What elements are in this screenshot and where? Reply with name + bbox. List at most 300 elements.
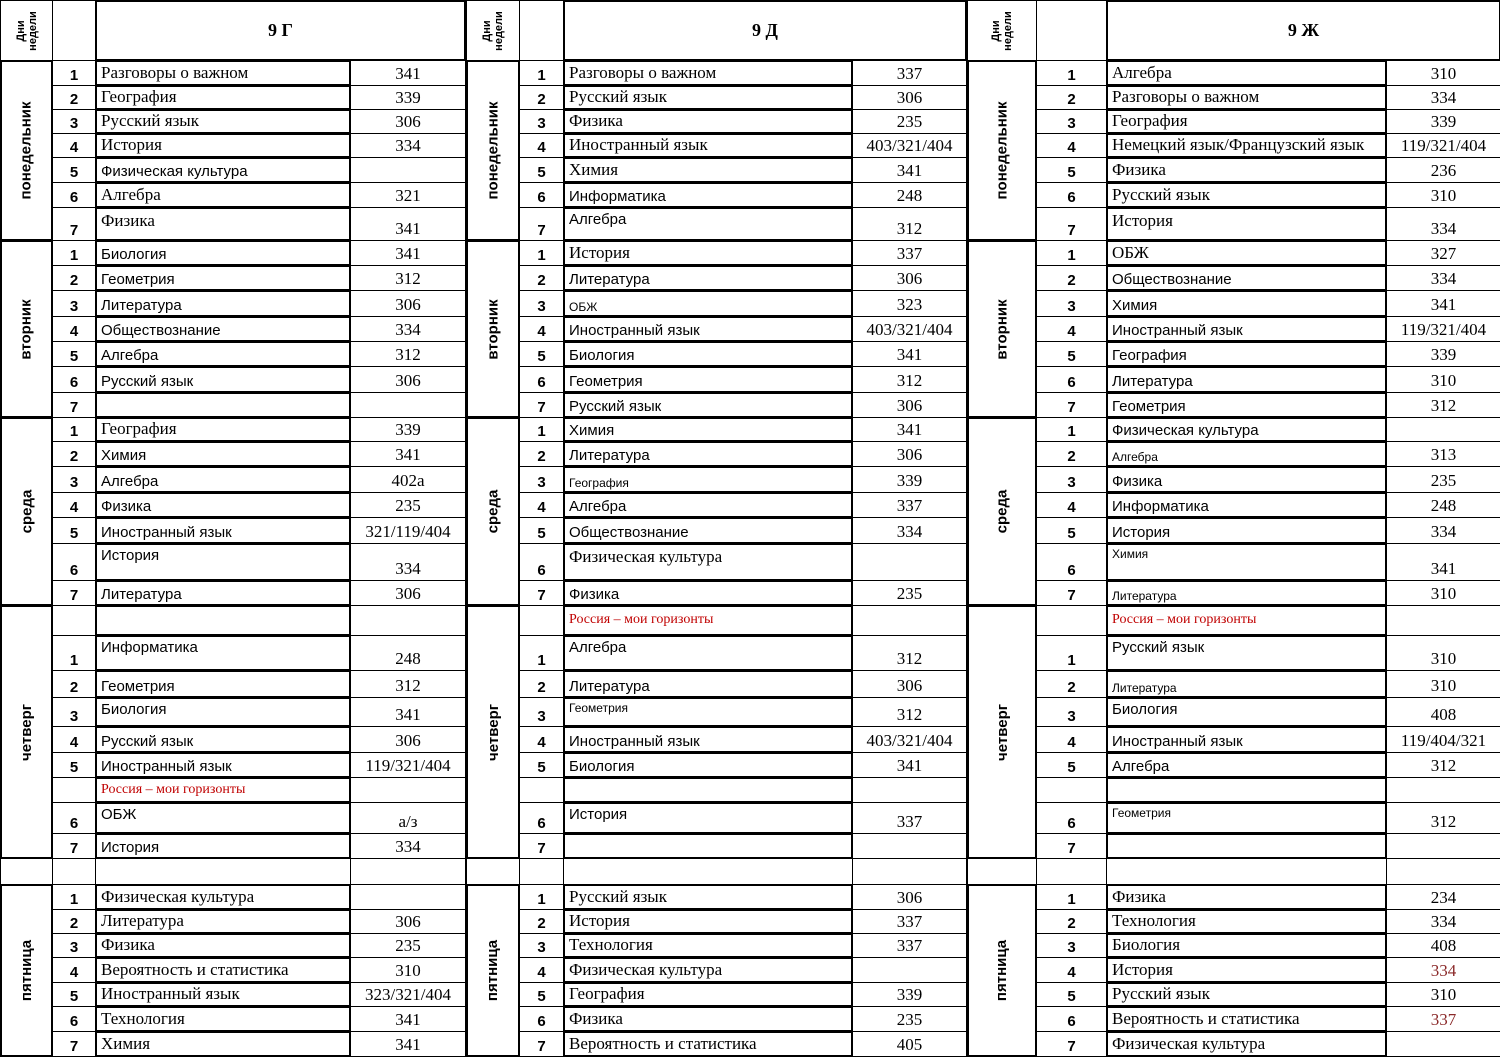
subject-cell	[1106, 492, 1387, 518]
lesson-number-cell	[519, 417, 564, 442]
subject-name: Русский язык	[1112, 984, 1210, 1003]
room-cell	[852, 207, 967, 241]
subject-cell	[563, 543, 853, 581]
room-cell	[852, 802, 967, 834]
room-cell	[852, 543, 967, 581]
days-column-header	[466, 0, 520, 61]
room-number: 235	[896, 584, 923, 603]
spacer-cell	[95, 858, 351, 885]
subject-name: Литература	[569, 678, 650, 695]
subject-name: Химия	[1112, 297, 1158, 314]
subject-cell	[95, 392, 351, 418]
subject-cell	[95, 417, 351, 442]
lesson-number-cell	[52, 85, 96, 110]
lesson-number-cell	[519, 466, 564, 493]
subject-cell	[1106, 777, 1387, 803]
lesson-number: 4	[1067, 323, 1076, 340]
room-cell	[1386, 517, 1500, 544]
room-cell	[350, 802, 466, 834]
subject-cell	[95, 909, 351, 934]
lesson-number: 4	[69, 734, 79, 751]
subject-cell	[95, 802, 351, 834]
lesson-number: 5	[537, 164, 546, 181]
subject-cell	[1106, 752, 1387, 778]
subject-name: Алгебра	[569, 498, 627, 515]
room-number: 235	[395, 936, 421, 955]
subject-cell	[563, 466, 853, 493]
lesson-number: 7	[69, 222, 79, 239]
number-column-header	[519, 0, 564, 61]
lesson-number: 4	[69, 964, 79, 981]
day-label-cell	[0, 417, 53, 606]
days-header-label: Дни недели	[14, 10, 39, 51]
lesson-number-cell	[519, 802, 564, 834]
lesson-number: 5	[69, 759, 79, 776]
number-column-header	[1036, 0, 1107, 61]
lesson-number: 2	[1067, 915, 1076, 932]
room-cell	[1386, 1006, 1500, 1032]
lesson-number-cell	[1036, 670, 1107, 698]
day-label-cell	[466, 884, 520, 1057]
subject-name: Обществознание	[101, 322, 221, 339]
lesson-number: 3	[537, 115, 546, 132]
lesson-number-cell	[52, 884, 96, 910]
subject-name: Алгебра	[101, 185, 161, 204]
day-name: пятница	[993, 939, 1011, 1002]
lesson-number-cell	[1036, 982, 1107, 1007]
lesson-number-cell	[52, 670, 96, 698]
number-column-header	[52, 0, 96, 61]
room-cell	[350, 605, 466, 636]
subject-name: Иностранный язык	[101, 984, 240, 1003]
lesson-number-cell	[1036, 909, 1107, 934]
room-cell	[852, 697, 967, 727]
subject-cell	[563, 884, 853, 910]
lesson-number-cell	[519, 207, 564, 241]
lesson-number-cell	[1036, 1031, 1107, 1057]
lesson-number-cell	[1036, 517, 1107, 544]
lesson-number: 6	[537, 1013, 546, 1030]
room-cell	[852, 670, 967, 698]
lesson-number: 2	[537, 679, 546, 696]
lesson-number-cell	[52, 933, 96, 958]
subject-cell	[95, 492, 351, 518]
lesson-number: 1	[537, 247, 546, 264]
lesson-number: 2	[1067, 91, 1076, 108]
lesson-number: 2	[1067, 679, 1076, 696]
subject-name: География	[569, 984, 645, 1003]
subject-name: Русский язык	[1112, 639, 1205, 656]
subject-name: Иностранный язык	[101, 758, 232, 775]
subject-cell	[95, 60, 351, 86]
subject-cell	[563, 492, 853, 518]
lesson-number: 7	[69, 399, 79, 416]
lesson-number-cell	[519, 182, 564, 208]
subject-cell	[563, 265, 853, 291]
subject-cell	[563, 752, 853, 778]
spacer-cell	[1386, 858, 1500, 885]
room-cell	[852, 752, 967, 778]
subject-cell	[1106, 802, 1387, 834]
room-number: 312	[395, 345, 421, 364]
lesson-number-cell	[52, 133, 96, 158]
day-label-cell	[967, 884, 1037, 1057]
subject-cell	[563, 392, 853, 418]
room-cell	[1386, 182, 1500, 208]
subject-name: Геометрия	[569, 373, 643, 390]
room-cell	[350, 157, 466, 183]
room-number: 306	[395, 912, 421, 931]
room-number: 334	[1430, 219, 1457, 238]
subject-cell	[1106, 441, 1387, 467]
room-cell	[1386, 833, 1500, 859]
room-number: 248	[395, 649, 421, 668]
room-number: 235	[395, 496, 421, 515]
room-number: 321	[395, 186, 421, 205]
room-cell	[350, 1006, 466, 1032]
lesson-number: 2	[537, 448, 546, 465]
lesson-number-cell	[52, 580, 96, 606]
room-cell	[1386, 933, 1500, 958]
lesson-number-cell	[519, 290, 564, 317]
lesson-number: 3	[537, 298, 546, 315]
lesson-number-cell	[519, 492, 564, 518]
room-cell	[852, 240, 967, 266]
room-cell	[852, 417, 967, 442]
subject-name: Литература	[101, 297, 182, 314]
room-number: 405	[896, 1035, 923, 1054]
subject-name: История	[569, 911, 630, 930]
subject-name: ОБЖ	[1112, 243, 1149, 262]
subject-name: История	[569, 243, 630, 262]
lesson-number: 2	[537, 91, 546, 108]
room-number: 321/119/404	[365, 522, 451, 541]
days-header-label: Дни недели	[990, 10, 1014, 51]
lesson-number-cell	[52, 726, 96, 753]
room-number: 312	[896, 705, 923, 724]
subject-name: Геометрия	[1112, 806, 1171, 820]
lesson-number-cell	[52, 441, 96, 467]
room-cell	[852, 833, 967, 859]
day-label-cell	[466, 605, 520, 859]
room-cell	[852, 1006, 967, 1032]
subject-name: Вероятность и статистика	[101, 960, 289, 979]
room-cell	[1386, 466, 1500, 493]
subject-cell	[1106, 1031, 1387, 1057]
room-cell	[1386, 802, 1500, 834]
room-number: 119/404/321	[1400, 731, 1487, 750]
room-cell	[1386, 605, 1500, 636]
subject-cell	[95, 543, 351, 581]
spacer-cell	[852, 858, 967, 885]
subject-name: География	[1112, 111, 1188, 130]
day-label-cell	[466, 60, 520, 241]
lesson-number: 3	[537, 474, 546, 491]
room-number: а/з	[398, 812, 418, 831]
day-label-cell	[967, 417, 1037, 606]
subject-name: Обществознание	[569, 524, 689, 541]
lesson-number-cell	[52, 392, 96, 418]
room-number: 234	[1430, 888, 1457, 907]
lesson-number-cell	[52, 207, 96, 241]
subject-name: Вероятность и статистика	[569, 1034, 757, 1053]
subject-cell	[1106, 157, 1387, 183]
subject-name: Алгебра	[569, 211, 627, 228]
lesson-number: 3	[537, 708, 546, 725]
room-cell	[852, 580, 967, 606]
room-cell	[350, 290, 466, 317]
subject-name: Технология	[101, 1009, 185, 1028]
room-number: 312	[896, 649, 923, 668]
day-name: вторник	[18, 298, 36, 360]
lesson-number: 5	[69, 164, 79, 181]
lesson-number-cell	[52, 833, 96, 859]
room-cell	[350, 957, 466, 983]
room-number: 341	[896, 161, 923, 180]
subject-name: Информатика	[569, 188, 666, 205]
lesson-number-cell	[519, 60, 564, 86]
room-number: 402а	[391, 471, 425, 490]
subject-name: Немецкий язык/Французский язык	[1112, 135, 1365, 154]
day-name: четверг	[993, 703, 1011, 761]
subject-name: Биология	[569, 347, 635, 364]
subject-name: История	[101, 839, 160, 856]
lesson-number: 5	[537, 988, 546, 1005]
room-number: 334	[1430, 269, 1457, 288]
lesson-number-cell	[519, 240, 564, 266]
subject-name: История	[569, 806, 628, 823]
lesson-number: 1	[1067, 652, 1076, 669]
lesson-number: 5	[1067, 988, 1076, 1005]
subject-cell	[563, 909, 853, 934]
lesson-number-cell	[519, 392, 564, 418]
room-cell	[350, 366, 466, 393]
room-cell	[350, 85, 466, 110]
subject-name: История	[101, 547, 160, 564]
room-cell	[350, 777, 466, 803]
room-number: 248	[896, 186, 923, 205]
subject-name: Физика	[569, 1009, 623, 1028]
room-number: 339	[1430, 112, 1457, 131]
room-cell	[350, 60, 466, 86]
lesson-number-cell	[1036, 933, 1107, 958]
lesson-number: 1	[69, 652, 79, 669]
day-name: вторник	[993, 298, 1011, 360]
lesson-number-cell	[1036, 207, 1107, 241]
subject-cell	[563, 802, 853, 834]
subject-cell	[95, 290, 351, 317]
subject-name: Физика	[1112, 473, 1163, 490]
lesson-number-cell	[1036, 777, 1107, 803]
lesson-number-cell	[519, 366, 564, 393]
lesson-number-cell	[1036, 580, 1107, 606]
subject-name: Физика	[569, 586, 620, 603]
room-number: 341	[395, 705, 421, 724]
room-cell	[852, 60, 967, 86]
day-label-cell	[0, 884, 53, 1057]
room-cell	[852, 182, 967, 208]
lesson-number: 3	[1067, 474, 1076, 491]
room-number: 339	[395, 88, 421, 107]
subject-cell	[95, 240, 351, 266]
subject-cell	[563, 441, 853, 467]
room-cell	[852, 133, 967, 158]
room-cell	[350, 1031, 466, 1057]
room-number: 306	[395, 295, 421, 314]
subject-cell	[563, 933, 853, 958]
lesson-number-cell	[519, 777, 564, 803]
lesson-number: 2	[1067, 272, 1076, 289]
lesson-number: 2	[69, 679, 79, 696]
room-number: 119/321/404	[1400, 136, 1487, 155]
lesson-number-cell	[1036, 802, 1107, 834]
subject-name: Литература	[101, 586, 182, 603]
room-number: 341	[896, 345, 923, 364]
subject-cell	[1106, 884, 1387, 910]
subject-cell	[95, 605, 351, 636]
subject-cell	[95, 933, 351, 958]
room-cell	[350, 441, 466, 467]
lesson-number: 2	[69, 448, 79, 465]
room-number: 337	[896, 496, 923, 515]
lesson-number-cell	[1036, 884, 1107, 910]
lesson-number-cell	[519, 580, 564, 606]
lesson-number-cell	[52, 290, 96, 317]
room-number: 334	[395, 136, 421, 155]
subject-name: Русский язык	[569, 87, 667, 106]
subject-cell	[563, 207, 853, 241]
lesson-number-cell	[519, 316, 564, 342]
subject-name: Русский язык	[569, 887, 667, 906]
lesson-number: 7	[1067, 840, 1076, 857]
class-header	[1106, 0, 1500, 61]
subject-cell	[95, 697, 351, 727]
lesson-number-cell	[519, 441, 564, 467]
subject-cell	[1106, 466, 1387, 493]
subject-cell	[1106, 290, 1387, 317]
room-cell	[1386, 726, 1500, 753]
lesson-number: 4	[1067, 734, 1076, 751]
room-number: 312	[1430, 396, 1457, 415]
lesson-number: 1	[69, 67, 79, 84]
room-cell	[852, 726, 967, 753]
subject-cell	[95, 1006, 351, 1032]
subject-cell	[1106, 670, 1387, 698]
subject-cell	[563, 833, 853, 859]
day-name: понедельник	[18, 101, 35, 200]
day-name: пятница	[484, 939, 502, 1002]
spacer-cell	[563, 858, 853, 885]
lesson-number: 2	[537, 915, 546, 932]
subject-name: Литература	[569, 447, 650, 464]
subject-name: Русский язык	[1112, 185, 1210, 204]
lesson-number: 4	[69, 323, 79, 340]
day-label-cell	[967, 605, 1037, 859]
subject-cell	[95, 182, 351, 208]
subject-name: Технология	[1112, 911, 1196, 930]
lesson-number-cell	[52, 1006, 96, 1032]
lesson-number-cell	[519, 833, 564, 859]
room-cell	[1386, 240, 1500, 266]
lesson-number-cell	[1036, 157, 1107, 183]
lesson-number: 2	[69, 91, 79, 108]
spacer-cell	[350, 858, 466, 885]
lesson-number-cell	[519, 1031, 564, 1057]
room-cell	[350, 933, 466, 958]
lesson-number: 3	[69, 115, 79, 132]
subject-name: Разговоры о важном	[569, 63, 717, 82]
subject-name: Иностранный язык	[1112, 322, 1243, 339]
lesson-number-cell	[519, 341, 564, 367]
lesson-number: 1	[69, 247, 79, 264]
lesson-number: 6	[1067, 374, 1076, 391]
lesson-number: 4	[1067, 964, 1076, 981]
lesson-number-cell	[1036, 392, 1107, 418]
lesson-number-cell	[519, 697, 564, 727]
lesson-number-cell	[1036, 543, 1107, 581]
room-number: 341	[395, 244, 421, 263]
subject-name: Биология	[101, 701, 167, 718]
room-cell	[350, 635, 466, 671]
lesson-number-cell	[52, 752, 96, 778]
subject-cell	[563, 697, 853, 727]
lesson-number: 4	[537, 734, 546, 751]
room-cell	[350, 726, 466, 753]
day-name: пятница	[18, 939, 35, 1002]
lesson-number: 5	[537, 759, 546, 776]
room-number: 341	[395, 1010, 421, 1029]
room-number: 341	[395, 219, 421, 238]
subject-name: ОБЖ	[569, 300, 598, 314]
lesson-number-cell	[519, 909, 564, 934]
lesson-number-cell	[52, 492, 96, 518]
lesson-number-cell	[1036, 635, 1107, 671]
spacer-cell	[0, 858, 53, 885]
room-cell	[852, 492, 967, 518]
subject-cell	[563, 182, 853, 208]
lesson-number: 7	[537, 1038, 546, 1055]
room-cell	[1386, 265, 1500, 291]
subject-name: История	[1112, 960, 1173, 979]
room-number: 310	[1430, 64, 1457, 83]
lesson-number-cell	[1036, 417, 1107, 442]
subject-name: Разговоры о важном	[101, 63, 249, 82]
lesson-number: 6	[69, 1013, 79, 1030]
subject-cell	[95, 109, 351, 134]
subject-name: Алгебра	[101, 473, 159, 490]
subject-cell	[95, 441, 351, 467]
subject-cell	[1106, 240, 1387, 266]
room-number: 408	[1430, 936, 1457, 955]
day-name: четверг	[18, 703, 36, 761]
subject-cell	[1106, 417, 1387, 442]
lesson-number-cell	[519, 109, 564, 134]
room-number: 306	[896, 396, 923, 415]
room-cell	[852, 982, 967, 1007]
subject-cell	[1106, 517, 1387, 544]
room-number: 334	[395, 559, 421, 578]
room-number: 341	[896, 756, 923, 775]
lesson-number-cell	[52, 240, 96, 266]
room-number: 306	[896, 888, 923, 907]
lesson-number-cell	[1036, 240, 1107, 266]
room-cell	[852, 316, 967, 342]
room-number: 337	[896, 912, 923, 931]
lesson-number: 1	[537, 891, 546, 908]
subject-cell	[95, 85, 351, 110]
lesson-number-cell	[52, 543, 96, 581]
room-cell	[1386, 543, 1500, 581]
